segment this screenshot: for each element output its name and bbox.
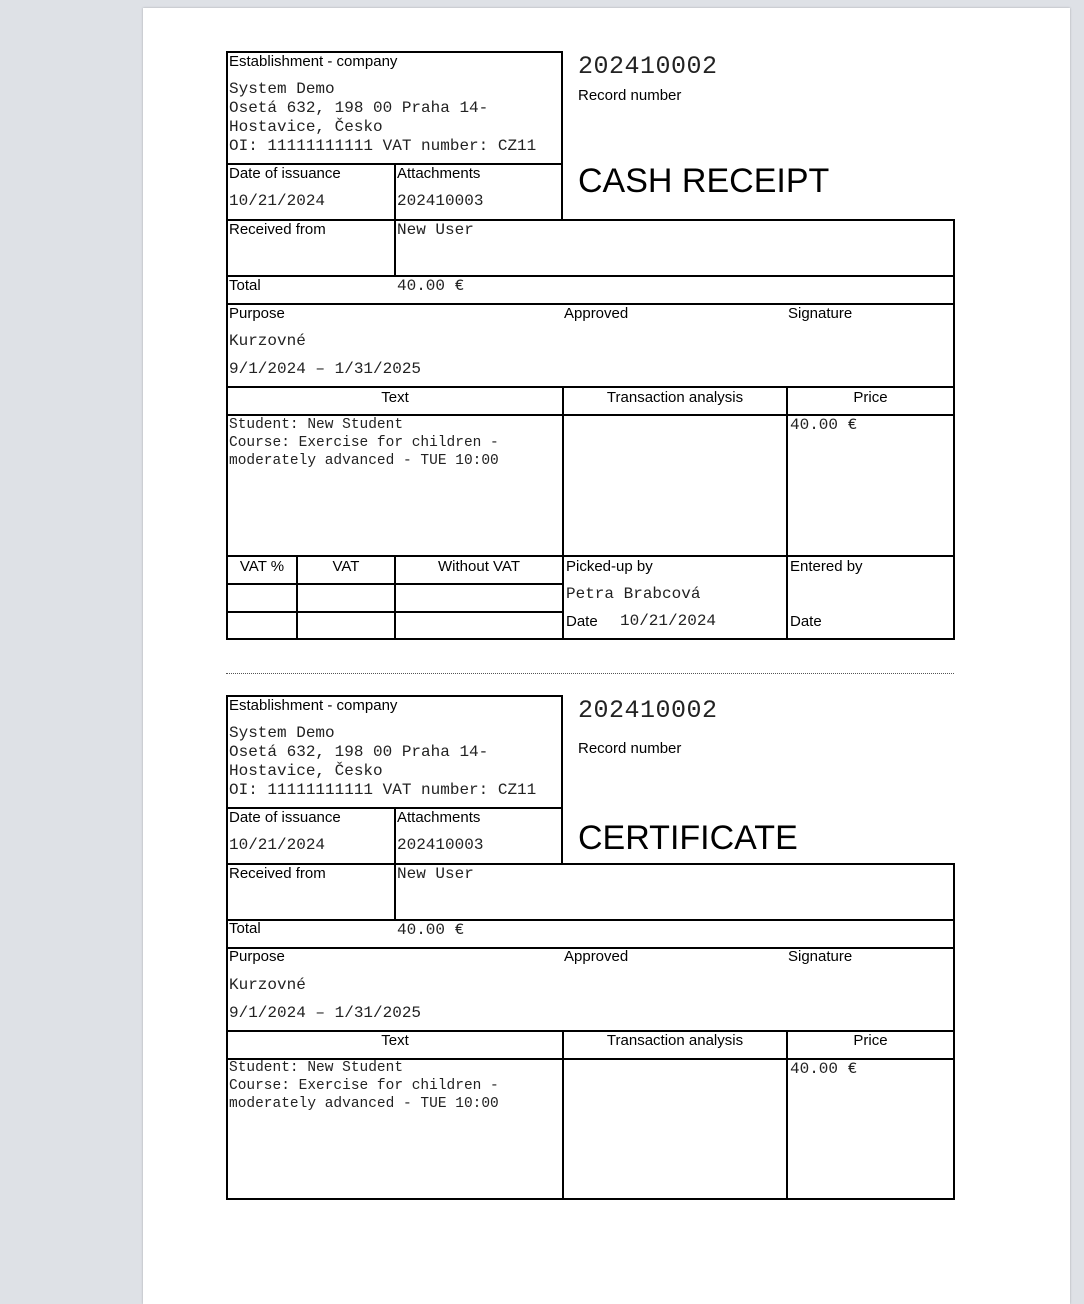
vat-percent-header: VAT % bbox=[239, 558, 285, 575]
purpose-label: Purpose bbox=[229, 305, 285, 322]
company-name: System Demo bbox=[229, 724, 335, 742]
item-price: 40.00 € bbox=[790, 416, 858, 434]
picked-up-date: 10/21/2024 bbox=[620, 612, 717, 630]
purpose-line2: 9/1/2024 – 1/31/2025 bbox=[229, 360, 422, 378]
entered-by-label: Entered by bbox=[790, 558, 863, 575]
total-label: Total bbox=[229, 277, 261, 294]
received-from-label: Received from bbox=[229, 865, 326, 882]
total-value: 40.00 € bbox=[397, 921, 465, 939]
picked-up-by-label: Picked-up by bbox=[566, 558, 653, 575]
price-header: Price bbox=[853, 1032, 888, 1049]
record-number: 202410002 bbox=[578, 696, 718, 725]
item-price: 40.00 € bbox=[790, 1060, 858, 1078]
document-title: CERTIFICATE bbox=[578, 819, 798, 857]
transaction-header: Transaction analysis bbox=[606, 389, 744, 406]
purpose-line1: Kurzovné bbox=[229, 332, 306, 350]
item-line2: Course: Exercise for children - bbox=[229, 435, 499, 451]
signature-label: Signature bbox=[788, 305, 853, 322]
total-label: Total bbox=[229, 920, 261, 937]
transaction-header: Transaction analysis bbox=[606, 1032, 744, 1049]
attachments-value: 202410003 bbox=[397, 836, 484, 854]
received-from-value: New User bbox=[397, 865, 474, 883]
picked-up-date-label: Date bbox=[566, 613, 598, 630]
attachments-value: 202410003 bbox=[397, 192, 484, 210]
record-number: 202410002 bbox=[578, 52, 718, 81]
document-title: CASH RECEIPT bbox=[578, 162, 830, 200]
text-header: Text bbox=[381, 1032, 409, 1049]
date-of-issuance-label: Date of issuance bbox=[229, 809, 341, 826]
company-name: System Demo bbox=[229, 80, 335, 98]
received-from-value: New User bbox=[397, 221, 474, 239]
company-address-line2: Hostavice, Česko bbox=[229, 118, 383, 136]
item-line2: Course: Exercise for children - bbox=[229, 1078, 499, 1094]
picked-up-by-value: Petra Brabcová bbox=[566, 585, 701, 603]
item-line1: Student: New Student bbox=[229, 1060, 404, 1076]
company-ids: OI: 11111111111 VAT number: CZ11 bbox=[229, 781, 537, 799]
approved-label: Approved bbox=[564, 305, 629, 322]
record-number-label: Record number bbox=[578, 740, 682, 757]
company-address-line1: Osetá 632, 198 00 Praha 14- bbox=[229, 743, 489, 761]
purpose-line2: 9/1/2024 – 1/31/2025 bbox=[229, 1004, 422, 1022]
signature-label: Signature bbox=[788, 948, 853, 965]
establishment-label: Establishment - company bbox=[229, 53, 398, 70]
text-header: Text bbox=[381, 389, 409, 406]
cut-line-separator bbox=[226, 673, 954, 674]
attachments-label: Attachments bbox=[397, 165, 481, 182]
received-from-label: Received from bbox=[229, 221, 326, 238]
record-number-label: Record number bbox=[578, 87, 682, 104]
vat-header: VAT bbox=[332, 558, 360, 575]
purpose-label: Purpose bbox=[229, 948, 285, 965]
total-value: 40.00 € bbox=[397, 277, 465, 295]
item-line1: Student: New Student bbox=[229, 417, 404, 433]
item-line3: moderately advanced - TUE 10:00 bbox=[229, 453, 499, 469]
establishment-label: Establishment - company bbox=[229, 697, 398, 714]
purpose-line1: Kurzovné bbox=[229, 976, 306, 994]
company-address-line1: Osetá 632, 198 00 Praha 14- bbox=[229, 99, 489, 117]
price-header: Price bbox=[853, 389, 888, 406]
date-of-issuance: 10/21/2024 bbox=[229, 192, 326, 210]
item-line3: moderately advanced - TUE 10:00 bbox=[229, 1096, 499, 1112]
date-of-issuance: 10/21/2024 bbox=[229, 836, 326, 854]
attachments-label: Attachments bbox=[397, 809, 481, 826]
without-vat-header: Without VAT bbox=[438, 558, 520, 575]
entered-date-label: Date bbox=[790, 613, 822, 630]
company-ids: OI: 11111111111 VAT number: CZ11 bbox=[229, 137, 537, 155]
date-of-issuance-label: Date of issuance bbox=[229, 165, 341, 182]
approved-label: Approved bbox=[564, 948, 629, 965]
company-address-line2: Hostavice, Česko bbox=[229, 762, 383, 780]
